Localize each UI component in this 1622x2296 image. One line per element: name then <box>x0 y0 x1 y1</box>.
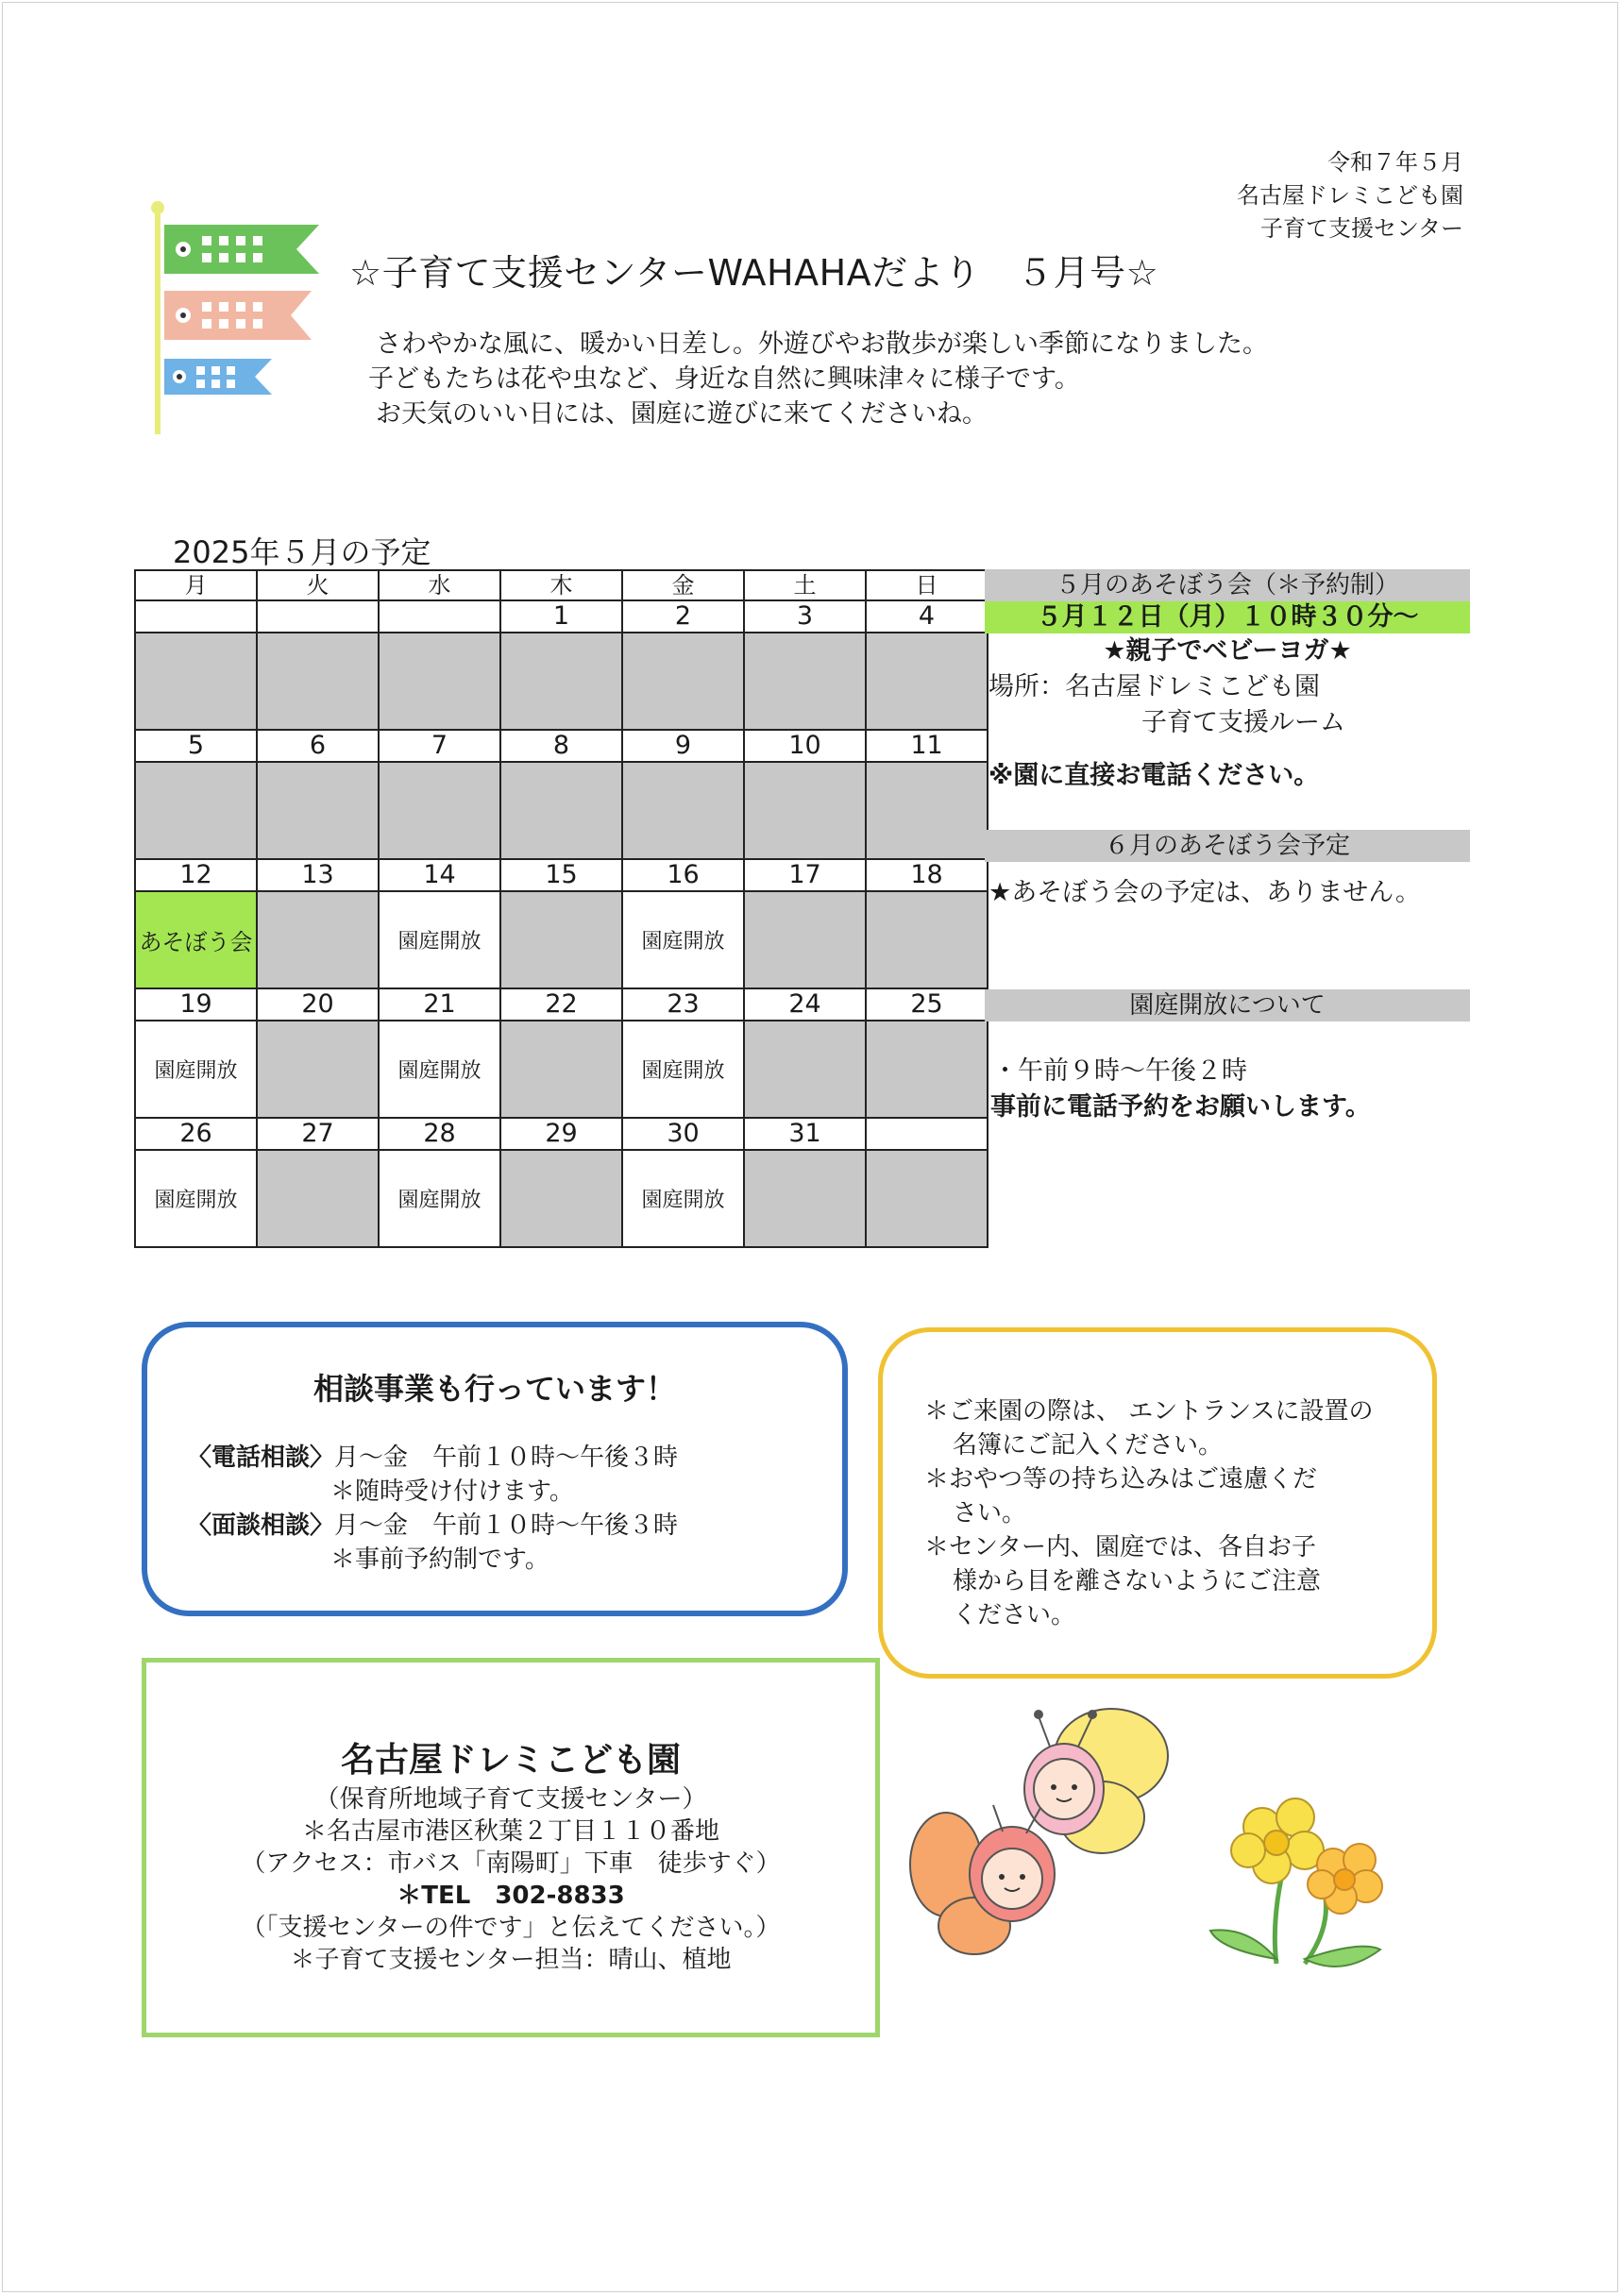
calendar-event-row <box>135 762 988 859</box>
may-event-section <box>985 569 1470 794</box>
calendar-date-number: 19 <box>135 988 257 1021</box>
phone-consult-label: 〈電話相談〉 <box>187 1443 335 1472</box>
june-event-header: ６月のあそぼう会予定 <box>985 830 1470 862</box>
calendar-date-row <box>135 600 988 633</box>
calendar-date-number: 9 <box>622 730 744 762</box>
greeting-line: さわやかな風に、暖かい日差し。外遊びやお散歩が楽しい季節になりました。 <box>376 329 1268 359</box>
nursery-name: 名古屋ドレミこども園 <box>340 1741 681 1780</box>
june-event-section <box>985 830 1470 911</box>
calendar-date-number: 31 <box>744 1118 866 1150</box>
calendar-date-number: 20 <box>257 988 379 1021</box>
calendar-date-number: 15 <box>500 859 622 891</box>
calendar-date-number: 22 <box>500 988 622 1021</box>
may-event-place: 場所：名古屋ドレミこども園 <box>988 672 1320 701</box>
calendar-date-number: 8 <box>500 730 622 762</box>
calendar-day-cell <box>622 762 744 859</box>
note-line: 様から目を離さないようにご注意 <box>953 1567 1322 1595</box>
phone-consult-note: ＊随時受け付けます。 <box>330 1477 574 1506</box>
calendar-day-cell <box>744 1150 866 1247</box>
calendar-day-cell <box>379 762 500 859</box>
calendar-date-number: 6 <box>257 730 379 762</box>
calendar-date-number: 7 <box>379 730 500 762</box>
calendar-day-cell <box>744 762 866 859</box>
calendar-day-cell: 園庭開放 <box>622 891 744 988</box>
calendar-day-cell <box>744 1021 866 1118</box>
calendar-date-row <box>135 988 988 1021</box>
calendar-day-cell: 園庭開放 <box>135 1021 257 1118</box>
calendar-day-cell <box>135 762 257 859</box>
calendar-date-number: 12 <box>135 859 257 891</box>
greeting-text <box>368 327 1268 431</box>
weekday-header: 金 <box>622 570 744 600</box>
calendar-day-cell <box>500 633 622 730</box>
calendar-date-number <box>135 600 257 633</box>
calendar-date-row <box>135 1118 988 1150</box>
calendar-date-number <box>379 600 500 633</box>
header-org: 名古屋ドレミこども園 <box>1237 182 1463 209</box>
nursery-address: ＊名古屋市港区秋葉２丁目１１０番地 <box>301 1817 719 1846</box>
nursery-phone: ＊TEL 302-8833 <box>397 1882 625 1910</box>
may-event-room: 子育て支援ルーム <box>1141 708 1345 737</box>
header-dept: 子育て支援センター <box>1259 215 1463 242</box>
nursery-details <box>146 1783 875 1976</box>
calendar-event-row <box>135 1021 988 1118</box>
visitor-notes <box>924 1394 1374 1632</box>
calendar-date-number: 29 <box>500 1118 622 1150</box>
may-event-title: ★親子でベビーヨガ★ <box>1103 636 1352 666</box>
koinobori-banner-icon <box>151 200 330 436</box>
calendar-day-cell <box>257 891 379 988</box>
calendar-date-row <box>135 730 988 762</box>
calendar-day-cell: 園庭開放 <box>622 1150 744 1247</box>
nursery-line: （「支援センターの件です」と伝えてください。） <box>241 1914 781 1942</box>
note-line: ＊センター内、園庭では、各自お子 <box>924 1533 1316 1562</box>
calendar-day-cell <box>500 762 622 859</box>
greeting-line: お天気のいい日には、園庭に遊びに来てくださいね。 <box>376 399 988 429</box>
visit-consult-label: 〈面談相談〉 <box>187 1511 335 1540</box>
calendar-title: 2025年５月の予定 <box>173 534 431 570</box>
calendar-day-cell: 園庭開放 <box>379 1021 500 1118</box>
weekday-header: 日 <box>866 570 988 600</box>
calendar-date-number: 18 <box>866 859 988 891</box>
calendar-date-number: 11 <box>866 730 988 762</box>
calendar-date-number <box>866 1118 988 1150</box>
garden-section <box>985 989 1470 1125</box>
note-line: ＊おやつ等の持ち込みはご遠慮くだ <box>924 1465 1318 1494</box>
weekday-header: 火 <box>257 570 379 600</box>
may-event-date: ５月１２日（月）１０時３０分～ <box>985 601 1470 633</box>
weekday-header: 木 <box>500 570 622 600</box>
calendar-day-cell <box>500 1150 622 1247</box>
calendar-date-number: 2 <box>622 600 744 633</box>
calendar-event-row <box>135 891 988 988</box>
note-line: ください。 <box>953 1601 1076 1629</box>
visit-consult-hours: 月～金 午前１０時～午後３時 <box>334 1511 679 1540</box>
note-line: 名簿にご記入ください。 <box>953 1431 1224 1460</box>
greeting-line: 子どもたちは花や虫など、身近な自然に興味津々に様子です。 <box>368 364 1080 394</box>
consultation-title: 相談事業も行っています！ <box>313 1371 676 1407</box>
nursery-line: （保育所地域子育て支援センター） <box>314 1785 707 1814</box>
calendar-day-cell <box>500 891 622 988</box>
calendar-day-cell <box>257 1150 379 1247</box>
note-line: ＊ご来園の際は、 エントランスに設置の <box>924 1397 1374 1426</box>
calendar-date-number: 17 <box>744 859 866 891</box>
visitor-notes-box <box>878 1327 1437 1679</box>
weekday-header: 水 <box>379 570 500 600</box>
weekday-header: 月 <box>135 570 257 600</box>
calendar-day-cell <box>257 762 379 859</box>
garden-time: ・午前９時～午後２時 <box>992 1056 1247 1086</box>
calendar-day-cell <box>744 633 866 730</box>
newsletter-title: ☆子育て支援センターWAHAHAだより ５月号☆ <box>349 252 1159 294</box>
calendar-event-row <box>135 1150 988 1247</box>
calendar-day-cell <box>379 633 500 730</box>
calendar-date-number: 27 <box>257 1118 379 1150</box>
calendar-day-cell: 園庭開放 <box>379 1150 500 1247</box>
calendar-date-number: 1 <box>500 600 622 633</box>
may-event-header: ５月のあそぼう会（＊予約制） <box>985 569 1470 601</box>
may-event-note: ※園に直接お電話ください。 <box>988 761 1320 790</box>
calendar-date-number: 23 <box>622 988 744 1021</box>
calendar-table <box>134 569 988 1248</box>
calendar-date-number: 3 <box>744 600 866 633</box>
calendar-day-cell <box>257 1021 379 1118</box>
calendar-day-cell <box>866 633 988 730</box>
calendar-date-number: 5 <box>135 730 257 762</box>
calendar-day-cell <box>744 891 866 988</box>
calendar-day-cell: 園庭開放 <box>622 1021 744 1118</box>
calendar-day-cell: 園庭開放 <box>379 891 500 988</box>
calendar-day-cell <box>866 1021 988 1118</box>
calendar-day-cell: あそぼう会 <box>135 891 257 988</box>
calendar-day-cell <box>622 633 744 730</box>
calendar-event-row <box>135 633 988 730</box>
calendar-date-row <box>135 859 988 891</box>
calendar-date-number: 30 <box>622 1118 744 1150</box>
calendar-day-cell <box>866 762 988 859</box>
garden-note: 事前に電話予約をお願いします。 <box>990 1092 1371 1122</box>
nursery-access: （アクセス：市バス「南陽町」下車 徒歩すぐ） <box>241 1849 781 1878</box>
calendar-date-number: 14 <box>379 859 500 891</box>
calendar-date-number: 13 <box>257 859 379 891</box>
calendar-date-number: 25 <box>866 988 988 1021</box>
consultation-box <box>142 1322 848 1616</box>
garden-header: 園庭開放について <box>985 989 1470 1021</box>
nursery-contact: ＊子育て支援センター担当：晴山、植地 <box>290 1946 732 1974</box>
calendar-day-cell <box>866 1150 988 1247</box>
nursery-info-box <box>142 1658 880 2037</box>
butterfly-flower-illustration-icon <box>908 1699 1428 1983</box>
calendar-day-cell <box>135 633 257 730</box>
calendar-date-number: 21 <box>379 988 500 1021</box>
note-line: さい。 <box>953 1499 1027 1528</box>
header-info <box>1237 146 1463 245</box>
phone-consult-hours: 月～金 午前１０時～午後３時 <box>334 1443 679 1472</box>
calendar-date-number: 4 <box>866 600 988 633</box>
june-event-text: ★あそぼう会の予定は、ありません。 <box>988 878 1421 907</box>
calendar-date-number <box>257 600 379 633</box>
calendar-day-cell: 園庭開放 <box>135 1150 257 1247</box>
header-date: 令和７年５月 <box>1327 149 1463 176</box>
calendar-day-cell <box>257 633 379 730</box>
calendar-date-number: 10 <box>744 730 866 762</box>
calendar-day-cell <box>866 891 988 988</box>
calendar-date-number: 24 <box>744 988 866 1021</box>
calendar-date-number: 28 <box>379 1118 500 1150</box>
calendar-weekday-row <box>135 570 988 600</box>
weekday-header: 土 <box>744 570 866 600</box>
calendar-date-number: 26 <box>135 1118 257 1150</box>
calendar-day-cell <box>500 1021 622 1118</box>
visit-consult-note: ＊事前予約制です。 <box>330 1545 549 1574</box>
calendar-date-number: 16 <box>622 859 744 891</box>
consultation-details <box>187 1441 678 1577</box>
